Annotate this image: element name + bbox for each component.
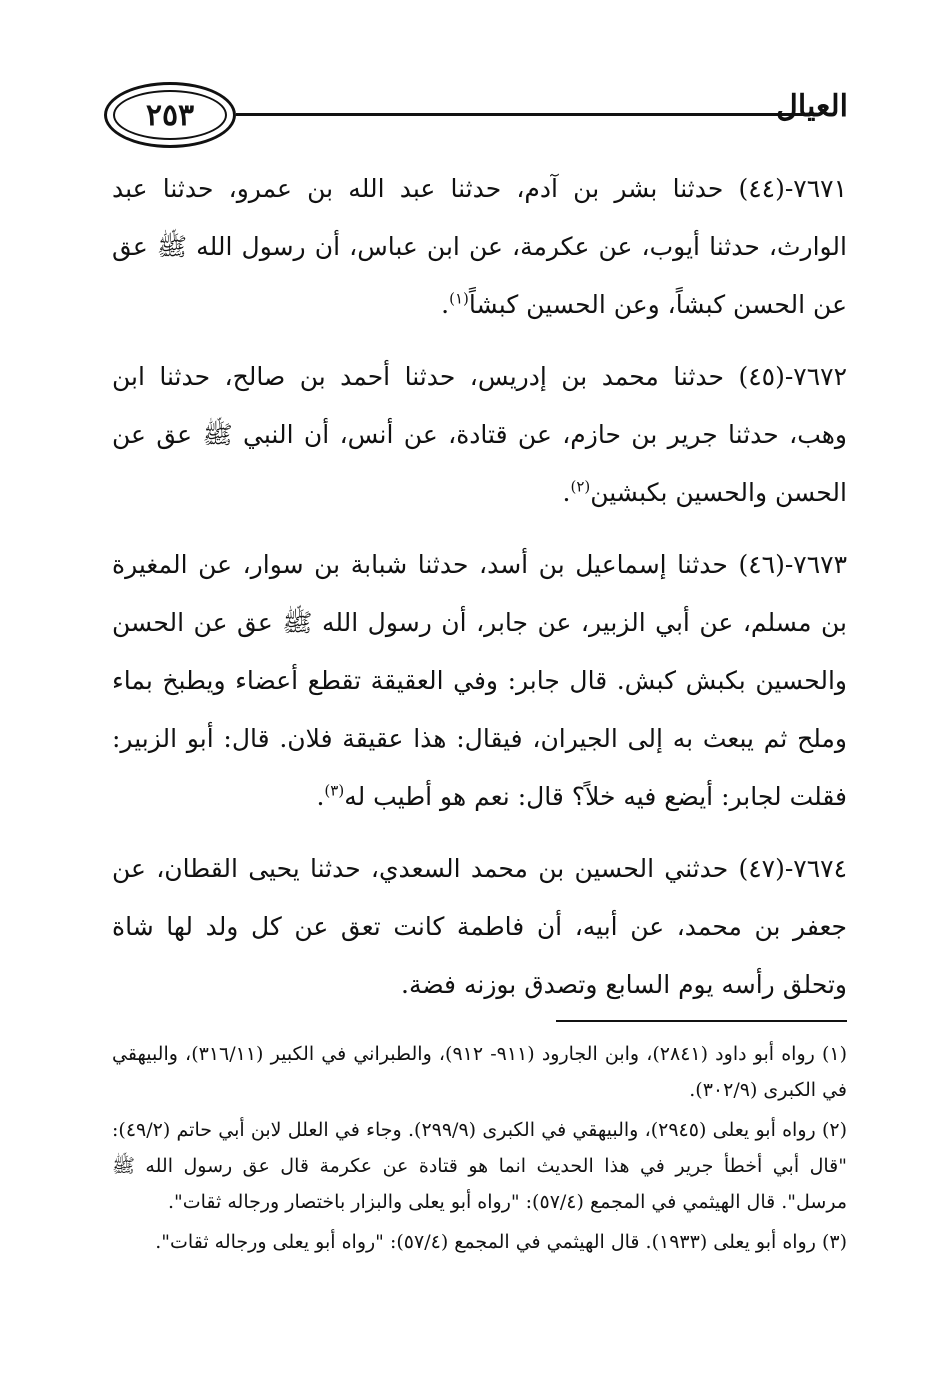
page-number: ٢٥٣ — [113, 90, 227, 140]
hadith-paragraph — [112, 348, 847, 522]
hadith-end: . — [316, 782, 325, 811]
footnotes — [112, 1036, 847, 1264]
footnote-marker: (٢) — [570, 477, 591, 496]
hadith-text: ٧٦٧٤-(٤٧) حدثني الحسين بن محمد السعدي، حدثنا يحيى القطان، عن جعفر بن محمد، عن أبيه، أن فاطمة كانت تعق عن كل ولد لها شاة وتحلق رأسه يوم السابع وتصدق بوزنه فضة. — [112, 854, 847, 999]
chapter-title: العيال — [776, 89, 848, 124]
footnote: (٣) رواه أبو يعلى (١٩٣٣). قال الهيثمي في المجمع (٥٧/٤): "رواه أبو يعلى ورجاله ثقات". — [155, 1231, 847, 1253]
footnote-marker: (١) — [449, 289, 469, 308]
header-rule — [236, 113, 814, 116]
hadith-text: ٧٦٧١-(٤٤) حدثنا بشر بن آدم، حدثنا عبد الله بن عمرو، حدثنا عبد الوارث، حدثنا أيوب، عن عكرمة، عن ابن عباس، أن رسول الله ﷺ عق عن الحسن كبشاً، وعن الحسين كبشاً — [112, 174, 847, 319]
hadith-paragraph — [112, 840, 847, 1014]
hadith-end: . — [441, 290, 450, 319]
page-header — [0, 0, 937, 160]
footnote-marker: (٣) — [324, 781, 345, 800]
page-number-oval — [104, 82, 236, 148]
hadith-end: . — [562, 478, 571, 507]
footnote-separator — [556, 1020, 847, 1022]
footnote: (١) رواه أبو داود (٢٨٤١)، وابن الجارود (٩١١- ٩١٢)، والطبراني في الكبير (٣١٦/١١)، والبيهقي في الكبرى (٣٠٢/٩). — [112, 1043, 847, 1101]
hadith-text: ٧٦٧٢-(٤٥) حدثنا محمد بن إدريس، حدثنا أحمد بن صالح، حدثنا ابن وهب، حدثنا جرير بن حازم، عن قتادة، عن أنس، أن النبي ﷺ عق عن الحسن والحسين بكبشين — [112, 362, 847, 507]
hadith-text: ٧٦٧٣-(٤٦) حدثنا إسماعيل بن أسد، حدثنا شبابة بن سوار، عن المغيرة بن مسلم، عن أبي الزبير، عن جابر، أن رسول الله ﷺ عق عن الحسن والحسين بكبش كبش. قال جابر: وفي العقيقة تقطع أعضاء ويطبخ بماء وملح ثم يبعث به إلى الجيران، فيقال: هذا عقيقة فلان. قال: أبو الزبير: فقلت لجابر: أيضع فيه خلاً؟ قال: نعم هو أطيب له — [112, 550, 847, 811]
main-text — [112, 160, 847, 1028]
footnote: (٢) رواه أبو يعلى (٢٩٤٥)، والبيهقي في الكبرى (٢٩٩/٩). وجاء في العلل لابن أبي حاتم (٤٩/٢): "قال أبي أخطأ جرير في هذا الحديث انما هو قتادة عن عكرمة قال عق رسول الله ﷺ مرسل". قال الهيثمي في المجمع (٥٧/٤): "رواه أبو يعلى والبزار باختصار ورجاله ثقات". — [112, 1119, 847, 1213]
hadith-paragraph — [112, 160, 847, 334]
hadith-paragraph — [112, 536, 847, 826]
